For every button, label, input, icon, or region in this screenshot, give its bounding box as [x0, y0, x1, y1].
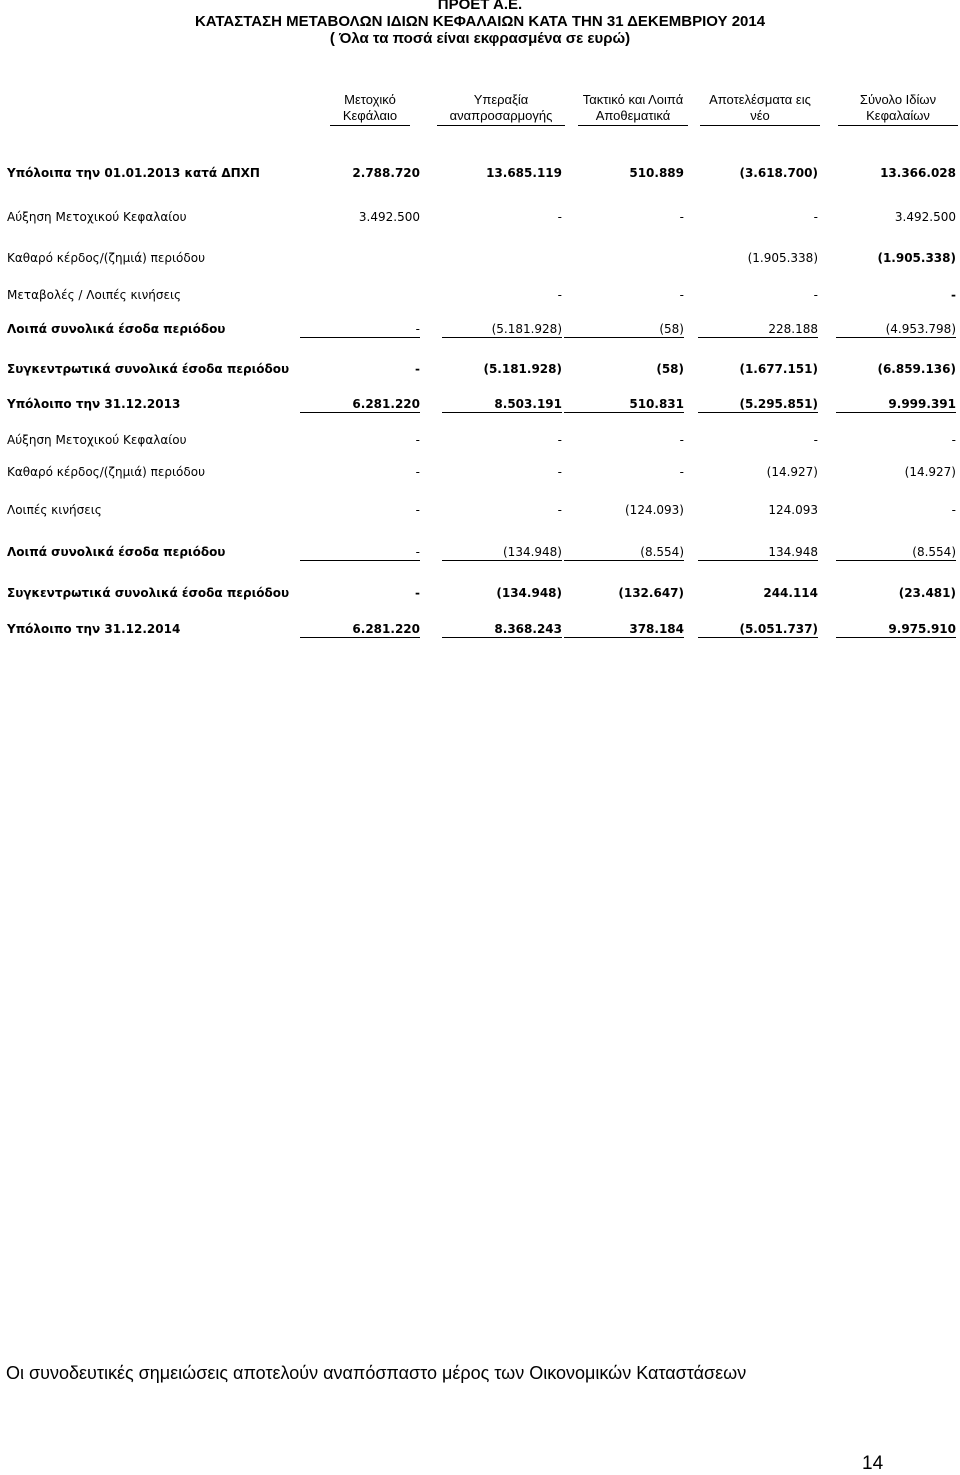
column-header-reserves: Τακτικό και Λοιπά Αποθεματικά [578, 92, 688, 126]
cell-retained: (5.051.737) [698, 622, 818, 638]
table-row [0, 503, 960, 521]
row-label: Μεταβολές / Λοιπές κινήσεις [7, 288, 182, 302]
cell-revaluation: 8.503.191 [442, 397, 562, 413]
cell-revaluation: (134.948) [442, 545, 562, 561]
column-header-share-capital: Μετοχικό Κεφάλαιο [330, 92, 410, 126]
cell-total: (6.859.136) [877, 362, 956, 376]
cell-share-capital: 6.281.220 [300, 622, 420, 638]
cell-revaluation: 13.685.119 [486, 166, 562, 180]
cell-share-capital: - [300, 545, 420, 561]
cell-reserves: 510.831 [564, 397, 684, 413]
cell-total: - [951, 503, 956, 517]
cell-total: - [951, 433, 956, 447]
cell-retained: (3.618.700) [739, 166, 818, 180]
cell-total: - [951, 288, 956, 302]
cell-total: (1.905.338) [877, 251, 956, 265]
table-row [0, 465, 960, 483]
column-header-revaluation-surplus: Υπεραξία αναπροσαρμογής [437, 92, 565, 126]
table-row [0, 586, 960, 604]
row-label: Λοιπές κινήσεις [7, 503, 102, 517]
row-label: Υπόλοιπο την 31.12.2014 [7, 622, 181, 636]
cell-reserves: - [679, 433, 684, 447]
cell-retained: - [813, 433, 818, 447]
statement-title: ΚΑΤΑΣΤΑΣΗ ΜΕΤΑΒΟΛΩΝ ΙΔΙΩΝ ΚΕΦΑΛΑΙΩΝ ΚΑΤΑ ΤΗΝ 31 ΔΕΚΕΜΒΡΙΟΥ 2014 [194, 13, 766, 30]
cell-revaluation: (134.948) [496, 586, 562, 600]
table-row [0, 433, 960, 451]
column-header-retained-earnings: Αποτελέσματα εις νέο [700, 92, 820, 126]
cell-retained: - [813, 210, 818, 224]
cell-share-capital: - [415, 362, 420, 376]
cell-share-capital: - [300, 322, 420, 338]
page-number: 14 [862, 1453, 884, 1474]
cell-retained: (5.295.851) [698, 397, 818, 413]
cell-revaluation: - [557, 503, 562, 517]
cell-reserves: 378.184 [564, 622, 684, 638]
cell-retained: (14.927) [766, 465, 818, 479]
table-row [0, 210, 960, 228]
cell-total: 9.975.910 [836, 622, 956, 638]
cell-reserves: - [679, 465, 684, 479]
cell-share-capital: 6.281.220 [300, 397, 420, 413]
cell-reserves: (132.647) [618, 586, 684, 600]
cell-share-capital: - [415, 433, 420, 447]
row-label: Υπόλοιπο την 31.12.2013 [7, 397, 181, 411]
cell-retained: 124.093 [768, 503, 818, 517]
cell-total: (23.481) [898, 586, 956, 600]
cell-retained: 134.948 [698, 545, 818, 561]
row-label: Αύξηση Μετοχικού Κεφαλαίου [7, 210, 187, 224]
cell-revaluation: - [557, 465, 562, 479]
cell-revaluation: - [557, 433, 562, 447]
cell-revaluation: 8.368.243 [442, 622, 562, 638]
cell-reserves: - [679, 288, 684, 302]
cell-revaluation: (5.181.928) [483, 362, 562, 376]
cell-share-capital: - [415, 503, 420, 517]
cell-total: 3.492.500 [894, 210, 956, 224]
table-row [0, 322, 960, 340]
row-label: Λοιπά συνολικά έσοδα περιόδου [7, 322, 226, 336]
cell-total: (8.554) [836, 545, 956, 561]
footnote: Οι συνοδευτικές σημειώσεις αποτελούν αναπόσπαστο μέρος των Οικονομικών Καταστάσεων [6, 1363, 747, 1383]
cell-total: 13.366.028 [880, 166, 956, 180]
cell-revaluation: - [557, 288, 562, 302]
row-label: Αύξηση Μετοχικού Κεφαλαίου [7, 433, 187, 447]
cell-revaluation: - [557, 210, 562, 224]
row-label: Καθαρό κέρδος/(ζημιά) περιόδου [7, 465, 206, 479]
table-row [0, 288, 960, 306]
cell-reserves: (58) [656, 362, 684, 376]
row-label: Συγκεντρωτικά συνολικά έσοδα περιόδου [7, 362, 290, 376]
table-row [0, 545, 960, 563]
cell-share-capital: 3.492.500 [358, 210, 420, 224]
row-label: Λοιπά συνολικά έσοδα περιόδου [7, 545, 226, 559]
cell-retained: - [813, 288, 818, 302]
cell-total: (4.953.798) [836, 322, 956, 338]
row-label: Συγκεντρωτικά συνολικά έσοδα περιόδου [7, 586, 290, 600]
cell-share-capital: 2.788.720 [352, 166, 420, 180]
cell-retained: 228.188 [698, 322, 818, 338]
row-label: Υπόλοιπα την 01.01.2013 κατά ΔΠΧΠ [7, 166, 260, 180]
row-label: Καθαρό κέρδος/(ζημιά) περιόδου [7, 251, 206, 265]
cell-reserves: (8.554) [564, 545, 684, 561]
cell-reserves: (58) [564, 322, 684, 338]
table-row [0, 362, 960, 380]
statement-subtitle: ( Όλα τα ποσά είναι εκφρασμένα σε ευρώ) [329, 30, 631, 47]
column-header-total-equity: Σύνολο Ιδίων Κεφαλαίων [838, 92, 958, 126]
table-row [0, 622, 960, 640]
cell-total: 9.999.391 [836, 397, 956, 413]
cell-revaluation: (5.181.928) [442, 322, 562, 338]
cell-retained: (1.677.151) [739, 362, 818, 376]
cell-reserves: (124.093) [625, 503, 684, 517]
table-row [0, 251, 960, 269]
table-row [0, 166, 960, 184]
cell-reserves: - [679, 210, 684, 224]
cell-reserves: 510.889 [629, 166, 684, 180]
cell-retained: (1.905.338) [747, 251, 818, 265]
cell-share-capital: - [415, 586, 420, 600]
cell-total: (14.927) [904, 465, 956, 479]
table-row [0, 397, 960, 415]
cell-share-capital: - [415, 465, 420, 479]
company-name: ΠΡΟΕΤ Α.Ε. [437, 0, 523, 13]
cell-retained: 244.114 [763, 586, 818, 600]
